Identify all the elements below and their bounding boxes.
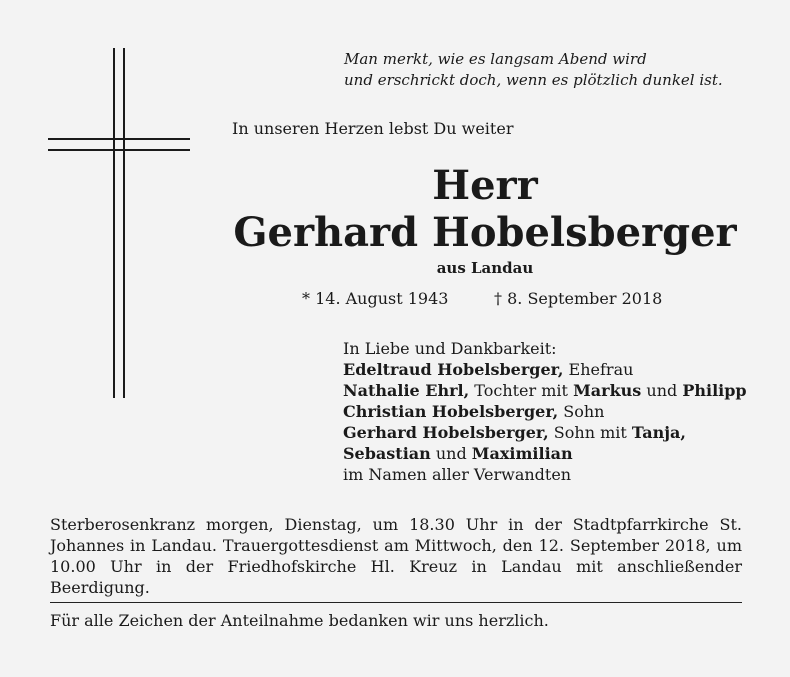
deceased-name: Gerhard Hobelsberger <box>233 209 737 256</box>
thanks-line: Für alle Zeichen der Anteilnahme bedanken wir uns herzlich. <box>50 611 549 630</box>
mourners-heading: In Liebe und Dankbarkeit: <box>343 339 557 358</box>
mourner-name: Edeltraud Hobelsberger, <box>343 360 564 379</box>
mourners-list <box>343 338 747 485</box>
quote-line-2: und erschrickt doch, wenn es plötzlich dunkel ist. <box>344 71 723 89</box>
mourner-name: Gerhard Hobelsberger, <box>343 423 549 442</box>
mourner-name: Tanja, <box>631 423 686 442</box>
divider <box>50 602 742 603</box>
death-date: † 8. September 2018 <box>494 289 663 308</box>
mourner-relation: Sohn <box>558 402 605 421</box>
mourners-closing: im Namen aller Verwandten <box>343 465 572 484</box>
mourner-relation: und <box>641 381 683 400</box>
mourner-relation: Sohn mit <box>548 423 632 442</box>
mourner-line <box>343 401 747 422</box>
mourner-name: Maximilian <box>471 444 573 463</box>
intro-line: In unseren Herzen lebst Du weiter <box>232 119 514 138</box>
mourner-line <box>343 443 747 464</box>
mourner-line <box>343 422 747 443</box>
mourner-line <box>343 359 747 380</box>
mourner-name: Markus <box>573 381 642 400</box>
salutation: Herr <box>432 162 538 209</box>
mourner-relation: und <box>430 444 472 463</box>
mourner-name: Christian Hobelsberger, <box>343 402 559 421</box>
mourner-name: Nathalie Ehrl, <box>343 381 470 400</box>
cross-icon <box>48 48 190 398</box>
origin: aus Landau <box>436 259 534 277</box>
mourner-line <box>343 380 747 401</box>
service-info: Sterberosenkranz morgen, Dienstag, um 18.30 Uhr in der Stadtpfarrkirche St. Johannes in Landau. Trauergottesdienst am Mittwoch, den 12. September 2018, um 10.00 Uhr in der Friedhofskirche Hl. Kreuz in Landau mit anschließender Beerdigung. <box>50 515 742 597</box>
quote-line-1: Man merkt, wie es langsam Abend wird <box>344 50 647 68</box>
birth-date: * 14. August 1943 <box>302 289 449 308</box>
mourner-relation: Ehefrau <box>563 360 634 379</box>
quote <box>344 49 723 91</box>
mourner-name: Philipp <box>682 381 747 400</box>
mourner-relation: Tochter mit <box>469 381 574 400</box>
mourner-name: Sebastian <box>343 444 431 463</box>
